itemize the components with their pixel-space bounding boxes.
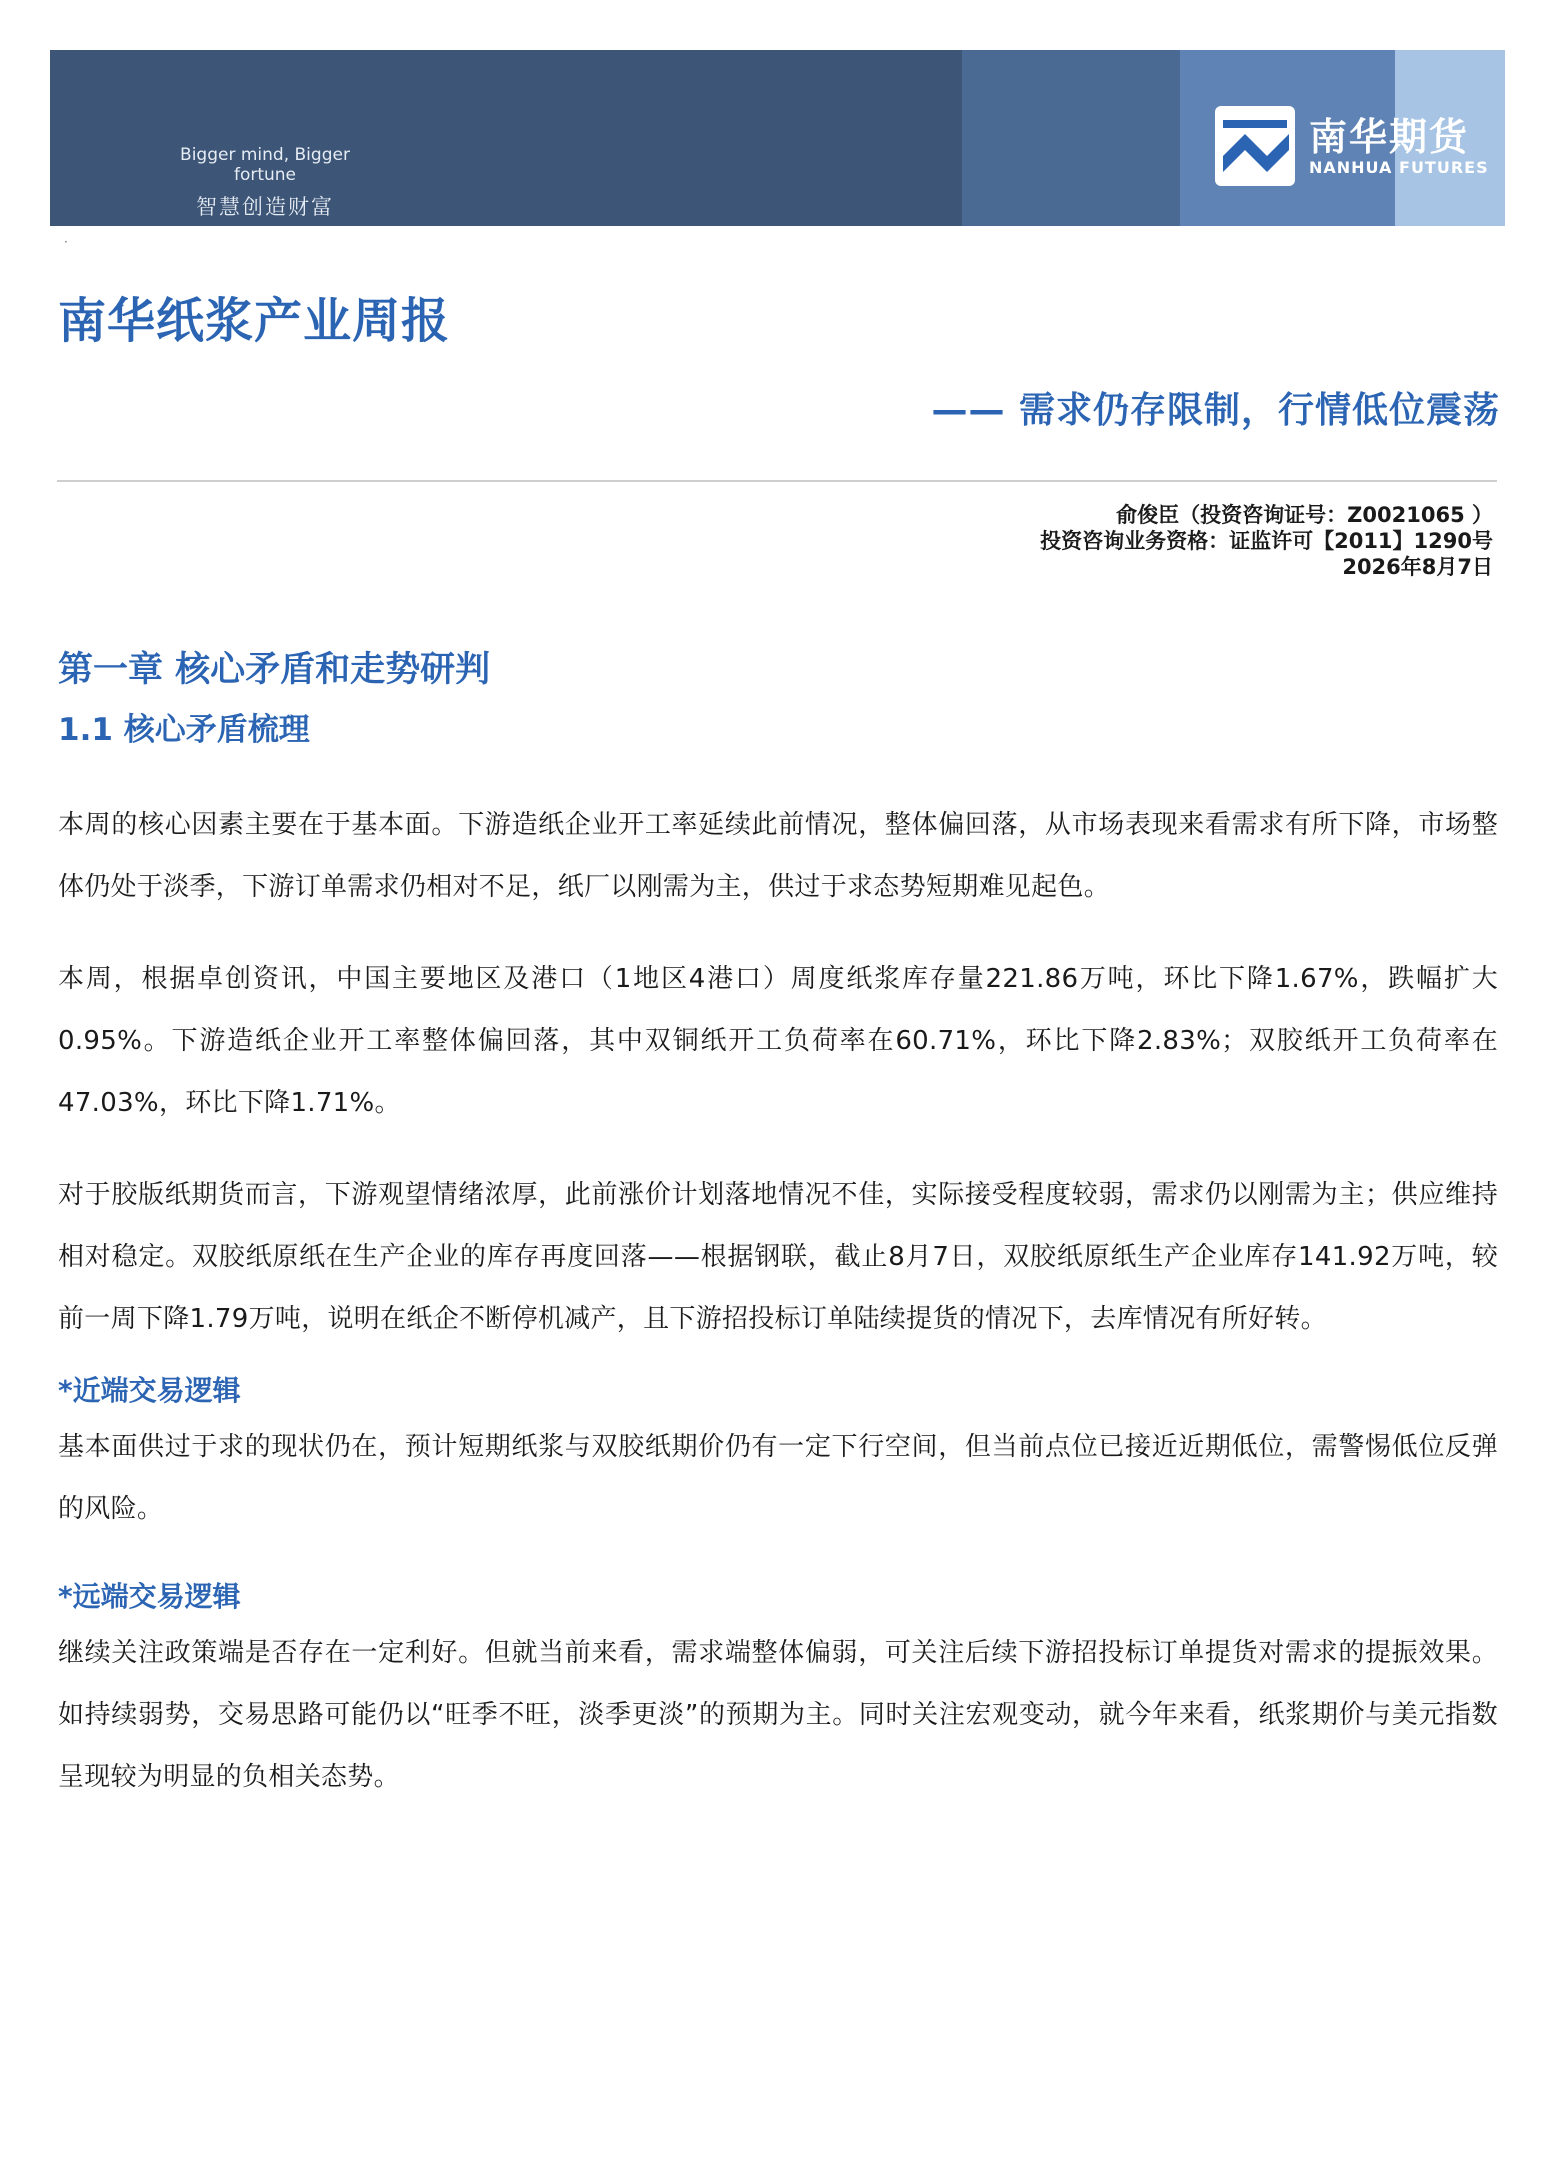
report-title: 南华纸浆产业周报	[58, 293, 451, 349]
header-banner	[50, 50, 1505, 226]
paragraph-core-factors: 本周的核心因素主要在于基本面。下游造纸企业开工率延续此前情况，整体偏回落，从市场表现来看需求有所下降，市场整体仍处于淡季，下游订单需求仍相对不足，纸厂以刚需为主，供过于求态势短期难见起色。	[58, 810, 1498, 902]
author-line: 俞俊臣（投资咨询证号：Z0021065 ）	[1116, 503, 1493, 527]
paragraph-offset-paper: 对于胶版纸期货而言，下游观望情绪浓厚，此前涨价计划落地情况不佳，实际接受程度较弱，需求仍以刚需为主；供应维持相对稳定。双胶纸原纸在生产企业的库存再度回落——根据钢联，截止8月7日，双胶纸原纸生产企业库存141.92万吨，较前一周下降1.79万吨，说明在纸企不断停机减产，且下游招投标订单陆续提货的情况下，去库情况有所好转。	[58, 1180, 1498, 1334]
report-date: 2026年8月7日	[1342, 555, 1493, 579]
report-subtitle: —— 需求仍存限制，行情低位震荡	[931, 390, 1500, 431]
near-term-logic-heading: *近端交易逻辑	[58, 1374, 241, 1407]
slogan-cn: 智慧创造财富	[196, 195, 334, 219]
license-line: 投资咨询业务资格：证监许可【2011】1290号	[1040, 529, 1493, 553]
report-body	[58, 640, 1498, 1808]
logo-name-cn: 南华期货	[1309, 114, 1470, 159]
stray-dot: ·	[64, 235, 68, 249]
chapter-heading: 第一章 核心矛盾和走势研判	[58, 650, 491, 690]
company-logo	[1215, 106, 1489, 186]
near-term-logic-text: 基本面供过于求的现状仍在，预计短期纸浆与双胶纸期价仍有一定下行空间，但当前点位已接近近期低位，需警惕低位反弹的风险。	[58, 1432, 1498, 1524]
banner-band-mid	[962, 50, 1180, 226]
logo-name-en: NANHUA FUTURES	[1309, 157, 1489, 177]
company-slogan	[150, 145, 380, 221]
section-heading: 1.1 核心矛盾梳理	[58, 712, 310, 748]
nanhua-logo-icon	[1215, 106, 1295, 186]
slogan-en: Bigger mind, Bigger fortune	[180, 145, 350, 185]
far-term-logic-heading: *远端交易逻辑	[58, 1580, 241, 1613]
paragraph-inventory: 本周，根据卓创资讯，中国主要地区及港口（1地区4港口）周度纸浆库存量221.86万吨，环比下降1.67%，跌幅扩大0.95%。下游造纸企业开工率整体偏回落，其中双铜纸开工负荷率在60.71%，环比下降2.83%；双胶纸开工负荷率在47.03%，环比下降1.71%。	[58, 964, 1498, 1118]
title-divider	[57, 480, 1497, 482]
far-term-logic-text: 继续关注政策端是否存在一定利好。但就当前来看，需求端整体偏弱，可关注后续下游招投标订单提货对需求的提振效果。如持续弱势，交易思路可能仍以“旺季不旺，淡季更淡”的预期为主。同时关注宏观变动，就今年来看，纸浆期价与美元指数呈现较为明显的负相关态势。	[58, 1638, 1498, 1792]
author-block	[1040, 502, 1493, 580]
